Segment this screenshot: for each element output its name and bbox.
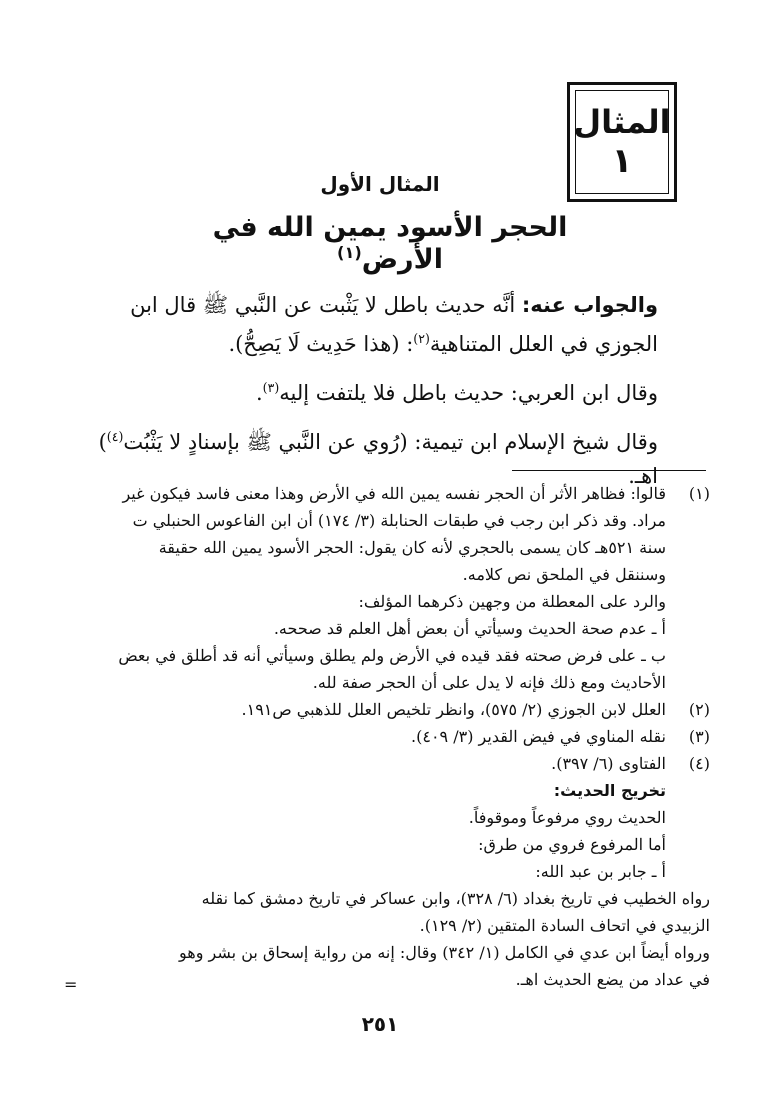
chapter-word: المثال [573, 103, 671, 141]
ibn-arabi-end: . [255, 381, 263, 405]
footnote-ref-3[interactable]: (٣) [262, 380, 280, 395]
footnote-line: سنة ٥٢١هـ كان يسمى بالحجري لأنه كان يقول: الحجر الأسود يمين الله حقيقة [158, 538, 666, 557]
footnote-ref-4[interactable]: (٤) [106, 429, 124, 444]
answer-quote: : (هذا حَدِيث لَا يَصِحُّ). [228, 332, 414, 356]
footnote-line: وسننقل في الملحق نص كلامه. [462, 565, 666, 584]
footnote-divider [512, 470, 706, 471]
footnote-body: نقله المناوي في فيض القدير (٣/ ٤٠٩). [411, 727, 666, 746]
answer-lead: والجواب عنه: [521, 293, 658, 317]
takhrij-line: ورواه أيضاً ابن عدي في الكامل (١/ ٣٤٢) وقال: إنه من رواية إسحاق بن بشر وهو [179, 943, 710, 962]
section-title [180, 212, 600, 275]
takhrij-title: تخريج الحديث: [553, 781, 666, 800]
takhrij-line: أ ـ جابر بن عبد الله: [535, 862, 666, 881]
footnote-2 [90, 696, 710, 723]
footnote-ref-2[interactable]: (٢) [413, 331, 430, 346]
section-subtitle: المثال الأول [320, 172, 440, 196]
chapter-number: ١ [611, 141, 633, 181]
footnote-line: الأحاديث ومع ذلك فإنه لا يدل على أن الحجر صفة لله. [312, 673, 666, 692]
chapter-box-inner [575, 90, 669, 194]
takhrij-line: الحديث روي مرفوعاً وموقوفاً. [468, 808, 666, 827]
takhrij-line: رواه الخطيب في تاريخ بغداد (٦/ ٣٢٨)، وابن عساكر في تاريخ دمشق كما نقله [201, 889, 710, 908]
takhrij-line: الزبيدي في اتحاف السادة المتقين (٢/ ١٢٩). [419, 916, 710, 935]
footnote-line: ب ـ على فرض صحته فقد قيده في الأرض ولم يطلق وسيأتي أنه قد أطلق في بعض [118, 646, 666, 665]
footnote-marker: (٢) [688, 700, 710, 719]
footnote-body: العلل لابن الجوزي (٢/ ٥٧٥)، وانظر تلخيص العلل للذهبي ص١٩١. [241, 700, 666, 719]
footnote-line: والرد على المعطلة من وجهين ذكرهما المؤلف: [358, 592, 666, 611]
footnote-3 [90, 723, 710, 750]
footnote-line: مراد. وقد ذكر ابن رجب في طبقات الحنابلة (٣/ ١٧٤) أن ابن الفاعوس الحنبلي ت [132, 511, 666, 530]
ibn-arabi-text: وقال ابن العربي: حديث باطل فلا يلتفت إليه [279, 381, 658, 405]
paragraph-answer [86, 288, 706, 361]
ibn-taymiyya-text: وقال شيخ الإسلام ابن تيمية: (رُوي عن النَّبي ﷺ بإسنادٍ لا يَثْبُت [123, 430, 658, 454]
footnotes [90, 480, 710, 993]
takhrij-section [90, 777, 710, 885]
footnote-marker: (١) [688, 484, 710, 503]
footnote-marker: (٣) [688, 727, 710, 746]
footnote-ref-1[interactable]: (١) [337, 243, 362, 262]
continued-mark: = [64, 975, 78, 994]
ibn-taymiyya-end: ) اهـ. [98, 430, 658, 488]
section-title-text: الحجر الأسود يمين الله في الأرض [212, 212, 568, 275]
footnote-body: الفتاوى (٦/ ٣٩٧). [551, 754, 666, 773]
footnote-line: أ ـ عدم صحة الحديث وسيأتي أن بعض أهل العلم قد صححه. [273, 619, 666, 638]
footnote-marker: (٤) [688, 754, 710, 773]
chapter-box [567, 82, 677, 202]
takhrij-line: أما المرفوع فروي من طرق: [478, 835, 666, 854]
footnote-body [90, 480, 666, 696]
paragraph-ibn-arabi [86, 371, 706, 410]
takhrij-line: في عداد من يضع الحديث اهـ. [515, 970, 710, 989]
page-number: ٢٥١ [361, 1012, 399, 1036]
footnote-line: قالوا: فظاهر الأثر أن الحجر نفسه يمين الله في الأرض وهذا معنى فاسد فيكون غير [122, 484, 666, 503]
footnote-1 [90, 480, 710, 696]
answer-text: أنَّه حديث باطل لا يَثْبت عن النَّبي ﷺ قال ابن الجوزي في العلل المتناهية [130, 293, 658, 356]
footnote-4 [90, 750, 710, 777]
